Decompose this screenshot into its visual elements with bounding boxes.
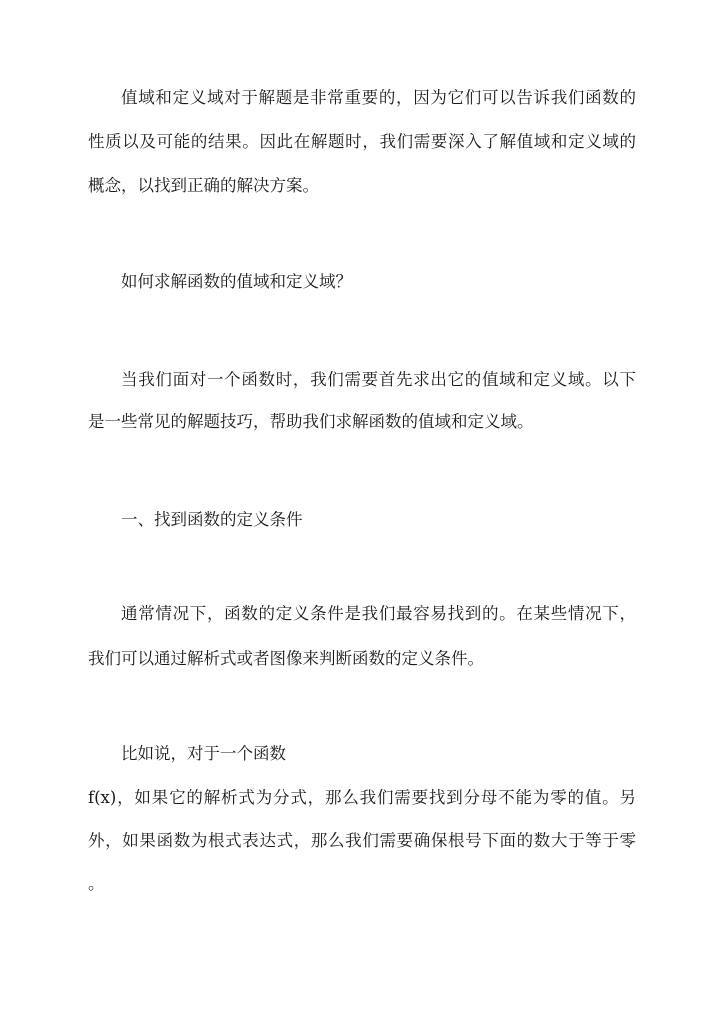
paragraph-4-line-2: f(x)，如果它的解析式为分式，那么我们需要找到分母不能为零的值。另 bbox=[88, 788, 636, 807]
heading-how-to-solve: 如何求解函数的值域和定义域？ bbox=[121, 272, 352, 291]
paragraph-1-line-1: 值域和定义域对于解题是非常重要的，因为它们可以告诉我们函数的 bbox=[121, 88, 636, 107]
paragraph-2-line-2: 是一些常见的解题技巧，帮助我们求解函数的值域和定义域。 bbox=[88, 412, 534, 431]
document-page bbox=[88, 0, 636, 1017]
heading-section-one: 一、找到函数的定义条件 bbox=[121, 510, 303, 529]
paragraph-2-line-1: 当我们面对一个函数时，我们需要首先求出它的值域和定义域。以下 bbox=[121, 370, 636, 389]
paragraph-4-line-1: 比如说，对于一个函数 bbox=[121, 744, 286, 763]
paragraph-1-line-3: 概念，以找到正确的解决方案。 bbox=[88, 176, 319, 195]
paragraph-3-line-1: 通常情况下，函数的定义条件是我们最容易找到的。在某些情况下， bbox=[121, 604, 636, 623]
paragraph-1-line-2: 性质以及可能的结果。因此在解题时，我们需要深入了解值域和定义域的 bbox=[88, 132, 636, 151]
paragraph-3-line-2: 我们可以通过解析式或者图像来判断函数的定义条件。 bbox=[88, 649, 484, 668]
paragraph-4-line-4: 。 bbox=[88, 874, 105, 893]
paragraph-4-line-3: 外，如果函数为根式表达式，那么我们需要确保根号下面的数大于等于零 bbox=[88, 831, 636, 850]
